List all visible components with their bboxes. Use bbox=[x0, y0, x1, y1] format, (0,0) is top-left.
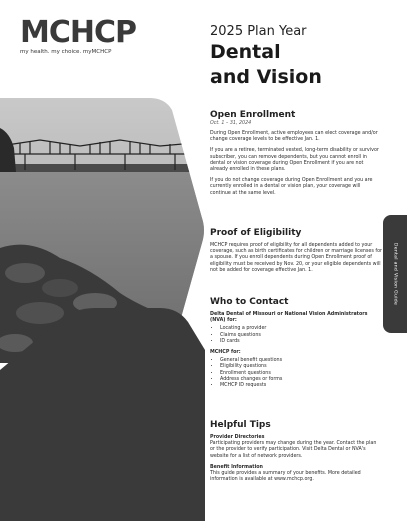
who-to-contact-heading: Who to Contact bbox=[210, 297, 289, 307]
list-item: • General benefit questions bbox=[220, 358, 382, 364]
delta-nva-list bbox=[210, 326, 382, 345]
open-enrollment-section bbox=[210, 110, 382, 197]
tip-1-title: Provider Directories bbox=[210, 435, 265, 440]
list-item: • Eligibility questions bbox=[220, 364, 382, 370]
list-item: • Address changes or forms bbox=[220, 377, 382, 383]
who-to-contact-section bbox=[210, 297, 382, 389]
open-enrollment-para-1: During Open Enrollment, active employees can elect coverage and/or change coverage levels to be effective Jan. 1. bbox=[210, 131, 378, 143]
list-item: • Locating a provider bbox=[220, 326, 382, 332]
proof-of-eligibility-heading: Proof of Eligibility bbox=[210, 228, 302, 238]
tip-1-text: Participating providers may change during the year. Contact the plan or the provider to verify participation. Visit Delta Dental or NVA's website for a list of network providers. bbox=[210, 441, 377, 459]
side-tab bbox=[383, 215, 407, 333]
list-item: • MCHCP ID requests bbox=[220, 383, 382, 389]
proof-of-eligibility-section bbox=[210, 228, 382, 274]
helpful-tips-heading: Helpful Tips bbox=[210, 420, 271, 430]
helpful-tips-section bbox=[210, 420, 382, 483]
decorative-hexagon bbox=[0, 300, 205, 521]
plan-year: 2025 Plan Year bbox=[210, 24, 307, 39]
open-enrollment-para-3: If you do not change coverage during Open Enrollment and you are currently enrolled in a dental or vision plan, your coverage will continue at the same level. bbox=[210, 178, 373, 196]
list-item: • Claims questions bbox=[220, 333, 382, 339]
open-enrollment-para-2: If you are a retiree, terminated vested, long-term disability or survivor subscriber, you can remove dependents, but you cannot enroll in dental or vision coverage during Open Enrollment if you are not already enrolled in these plans. bbox=[210, 148, 379, 173]
open-enrollment-heading: Open Enrollment bbox=[210, 110, 296, 120]
logo-tagline: my health. my choice. myMCHCP bbox=[20, 49, 112, 55]
mchcp-logo bbox=[20, 15, 140, 55]
mchcp-list bbox=[210, 358, 382, 389]
delta-nva-intro: Delta Dental of Missouri or National Vision Administrators (NVA) for: bbox=[210, 312, 368, 324]
page-title bbox=[210, 40, 322, 90]
proof-of-eligibility-text: MCHCP requires proof of eligibility for all dependents added to your coverage, such as birth certificates for children or marriage licenses for a spouse. If you enroll dependents during Open Enrollment proof of eligibility must be received by Nov. 20, or your eligible dependents will not be added for coverage effective Jan. 1. bbox=[210, 243, 383, 273]
list-item: • ID cards bbox=[220, 339, 382, 345]
title-line-2: and Vision bbox=[210, 66, 322, 88]
logo-wordmark: MCHCP bbox=[20, 15, 136, 50]
mchcp-intro: MCHCP for: bbox=[210, 350, 241, 356]
tip-2-title: Benefit Information bbox=[210, 464, 263, 470]
side-tab-label: Dental and Vision Guide bbox=[392, 242, 398, 306]
title-line-1: Dental bbox=[210, 41, 281, 63]
open-enrollment-dates: Oct. 1 – 31, 2024 bbox=[210, 121, 252, 126]
tip-2-text: This guide provides a summary of your benefits. More detailed information is available at www.mchcp.org. bbox=[210, 471, 361, 483]
list-item: • Enrollment questions bbox=[220, 371, 382, 377]
